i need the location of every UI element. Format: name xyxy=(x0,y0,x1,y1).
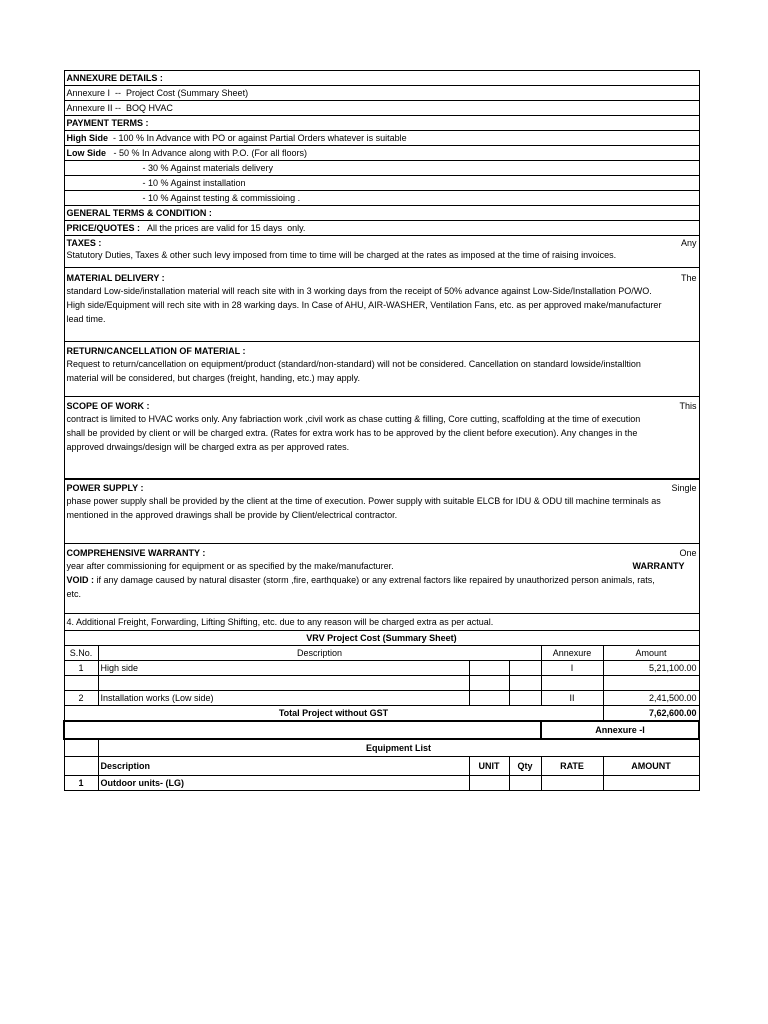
summary-header-desc: Description xyxy=(98,646,541,661)
payment-low-text: - 50 % In Advance along with P.O. (For all floors) xyxy=(106,148,307,158)
delivery-label: MATERIAL DELIVERY : xyxy=(66,273,165,283)
summary-blank xyxy=(509,676,541,691)
annexure-header-row xyxy=(64,71,699,86)
summary-amount: 2,41,500.00 xyxy=(603,691,699,706)
payment-high xyxy=(64,131,699,146)
return-cell xyxy=(64,342,699,397)
equipment-header-qty: Qty xyxy=(509,757,541,776)
payment-sub-2: - 10 % Against installation xyxy=(64,176,699,191)
equipment-annexure-row xyxy=(64,721,699,739)
payment-sub-row xyxy=(64,176,699,191)
warranty-line-1-tail: WARRANTY xyxy=(632,561,685,571)
payment-sub-3: - 10 % Against testing & commissioing . xyxy=(64,191,699,206)
summary-sno: 2 xyxy=(64,691,98,706)
equipment-blank xyxy=(603,776,699,791)
delivery-line-1: standard Low-side/installation material will reach site with in 3 working days from the receipt of 50% advance against Low-Side/Installation PO/WO. xyxy=(66,286,652,296)
summary-blank xyxy=(64,676,98,691)
equipment-blank xyxy=(509,776,541,791)
additional-note: 4. Additional Freight, Forwarding, Lifting Shifting, etc. due to any reason will be charged extra as per actual. xyxy=(64,614,699,631)
payment-header: PAYMENT TERMS : xyxy=(64,116,699,131)
taxes-cell xyxy=(64,236,699,268)
power-row xyxy=(64,479,699,544)
power-cell xyxy=(64,479,699,544)
equipment-header-row xyxy=(64,757,699,776)
annexure-item-2: Annexure II -- BOQ HVAC xyxy=(64,101,699,116)
equipment-desc: Outdoor units- (LG) xyxy=(98,776,469,791)
power-label: POWER SUPPLY : xyxy=(66,483,144,493)
equipment-blank xyxy=(64,757,98,776)
scope-line-1: contract is limited to HVAC works only. Any fabriaction work ,civil work as chase cutting & filling, Core cutting, scaffolding at the time of execution xyxy=(66,414,641,424)
warranty-cell xyxy=(64,544,699,614)
terms-sheet xyxy=(63,70,698,791)
payment-sub-1: - 30 % Against materials delivery xyxy=(64,161,699,176)
warranty-label: COMPREHENSIVE WARRANTY : xyxy=(66,548,206,558)
summary-total-amount: 7,62,600.00 xyxy=(603,706,699,722)
equipment-blank xyxy=(469,776,509,791)
annexure-item-1: Annexure I -- Project Cost (Summary Sheet) xyxy=(64,86,699,101)
summary-spacer-row xyxy=(64,676,699,691)
equipment-header-rate: RATE xyxy=(541,757,603,776)
price-row xyxy=(64,221,699,236)
summary-blank xyxy=(541,676,603,691)
additional-row xyxy=(64,614,699,631)
summary-blank xyxy=(98,676,469,691)
delivery-tail: The xyxy=(680,273,697,283)
taxes-tail: Any xyxy=(680,238,697,248)
warranty-line-3: etc. xyxy=(66,589,82,599)
return-line-1: Request to return/cancellation on equipment/product (standard/non-standard) will not be considered. Cancellation on standard lowside/installtion xyxy=(66,359,641,369)
delivery-line-3: lead time. xyxy=(66,314,106,324)
annexure-item-row xyxy=(64,101,699,116)
summary-blank xyxy=(509,691,541,706)
equipment-sno: 1 xyxy=(64,776,98,791)
payment-low-row xyxy=(64,146,699,161)
payment-low-label: Low Side xyxy=(66,148,107,158)
taxes-row xyxy=(64,236,699,268)
scope-tail: This xyxy=(679,401,697,411)
scope-label: SCOPE OF WORK : xyxy=(66,401,150,411)
general-header-row xyxy=(64,206,699,221)
power-tail: Single xyxy=(671,483,697,493)
summary-blank xyxy=(469,661,509,676)
price-quotes xyxy=(64,221,699,236)
equipment-blank xyxy=(64,739,98,757)
summary-desc: Installation works (Low side) xyxy=(98,691,469,706)
payment-high-row xyxy=(64,131,699,146)
power-line-1: phase power supply shall be provided by the client at the time of execution. Power supply with suitable ELCB for IDU & ODU till machine terminals as xyxy=(66,496,661,506)
equipment-header-desc: Description xyxy=(98,757,469,776)
summary-blank xyxy=(469,676,509,691)
taxes-label: TAXES : xyxy=(66,238,102,248)
equipment-header-unit: UNIT xyxy=(469,757,509,776)
annexure-item-row xyxy=(64,86,699,101)
return-line-2: material will be considered, but charges (freight, handing, etc.) may apply. xyxy=(66,373,360,383)
summary-total-label: Total Project without GST xyxy=(64,706,603,722)
general-header: GENERAL TERMS & CONDITION : xyxy=(64,206,699,221)
summary-blank xyxy=(469,691,509,706)
delivery-line-2: High side/Equipment will rech site with in 28 warking days. In Case of AHU, AIR-WASHER, Ventilation Fans, etc. as per approved make/manufacturer xyxy=(66,300,662,310)
summary-sno: 1 xyxy=(64,661,98,676)
payment-high-text: - 100 % In Advance with PO or against Partial Orders whatever is suitable xyxy=(108,133,407,143)
payment-sub-row xyxy=(64,161,699,176)
equipment-title: Equipment List xyxy=(98,739,699,757)
price-text: All the prices are valid for 15 days only. xyxy=(140,223,306,233)
warranty-line-1: year after commissioning for equipment or as specified by the make/manufacturer. xyxy=(66,561,394,571)
summary-row xyxy=(64,691,699,706)
summary-title: VRV Project Cost (Summary Sheet) xyxy=(64,631,699,646)
scope-row xyxy=(64,397,699,480)
return-row xyxy=(64,342,699,397)
delivery-row xyxy=(64,268,699,342)
summary-row xyxy=(64,661,699,676)
equipment-header-amount: AMOUNT xyxy=(603,757,699,776)
equipment-blank xyxy=(64,721,541,739)
return-label: RETURN/CANCELLATION OF MATERIAL : xyxy=(66,346,246,356)
warranty-void-label: VOID : xyxy=(66,575,95,585)
summary-blank xyxy=(509,661,541,676)
summary-desc: High side xyxy=(98,661,469,676)
warranty-tail: One xyxy=(679,548,697,558)
equipment-annexure-label: Annexure -I xyxy=(541,721,699,739)
scope-line-3: approved drwaings/design will be charged extra as per approved rates. xyxy=(66,442,350,452)
delivery-cell xyxy=(64,268,699,342)
warranty-row xyxy=(64,544,699,614)
equipment-title-row xyxy=(64,739,699,757)
summary-header-annexure: Annexure xyxy=(541,646,603,661)
taxes-text: Statutory Duties, Taxes & other such levy imposed from time to time will be charged at the rates as imposed at the time of raising invoices. xyxy=(66,250,617,260)
terms-table xyxy=(63,70,700,791)
payment-header-row xyxy=(64,116,699,131)
price-label: PRICE/QUOTES : xyxy=(66,223,141,233)
equipment-blank xyxy=(541,776,603,791)
summary-header-amount: Amount xyxy=(603,646,699,661)
payment-sub-row xyxy=(64,191,699,206)
summary-annexure: II xyxy=(541,691,603,706)
warranty-void-text: if any damage caused by natural disaster (storm ,fire, earthquake) or any extrenal factors like repaired by unauthorized person animals, rats, xyxy=(94,575,655,585)
payment-low xyxy=(64,146,699,161)
summary-blank xyxy=(603,676,699,691)
annexure-header: ANNEXURE DETAILS : xyxy=(64,71,699,86)
summary-annexure: I xyxy=(541,661,603,676)
scope-cell xyxy=(64,397,699,480)
payment-high-label: High Side xyxy=(66,133,109,143)
summary-header-sno: S.No. xyxy=(64,646,98,661)
equipment-row xyxy=(64,776,699,791)
summary-total-row xyxy=(64,706,699,722)
summary-header-row xyxy=(64,646,699,661)
power-line-2: mentioned in the approved drawings shall be provide by Client/electrical contractor. xyxy=(66,510,398,520)
scope-line-2: shall be provided by client or will be charged extra. (Rates for extra work has to be approved by the client before execution). Any changes in the xyxy=(66,428,638,438)
summary-amount: 5,21,100.00 xyxy=(603,661,699,676)
summary-title-row xyxy=(64,631,699,646)
